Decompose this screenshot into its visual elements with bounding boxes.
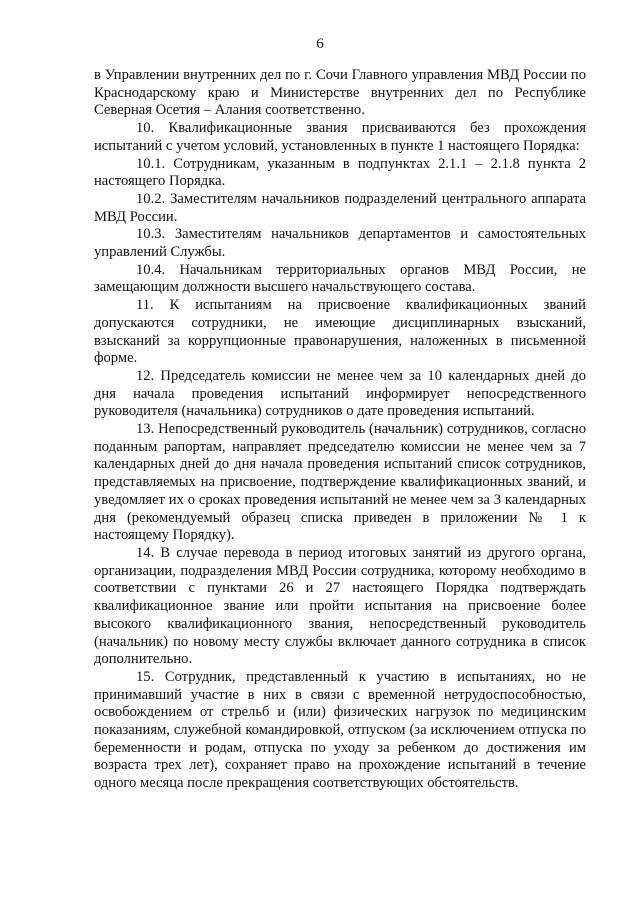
paragraph-10-1: 10.1. Сотрудникам, указанным в подпунктах 2.1.1 – 2.1.8 пункта 2 настоящего Порядка.	[94, 155, 586, 190]
page-number: 6	[316, 36, 324, 52]
paragraph-10-4: 10.4. Начальникам территориальных органов МВД России, не замещающим должности высшего начальствующего состава.	[94, 261, 586, 296]
paragraph-14: 14. В случае перевода в период итоговых занятий из другого органа, организации, подразделения МВД России сотрудника, которому необходимо в соответствии с пунктами 26 и 27 настоящего Порядка подтверждать квалификационное звание или пройти испытания на присвоение более высокого квалификационного звания, непосредственный руководитель (начальник) по новому месту службы включает данного сотрудника в список дополнительно.	[94, 544, 586, 668]
paragraph-11: 11. К испытаниям на присвоение квалификационных званий допускаются сотрудники, не имеющие дисциплинарных взысканий, взысканий за коррупционные правонарушения, наложенных в письменной форме.	[94, 297, 586, 367]
document-body	[94, 67, 586, 793]
paragraph-continuation: в Управлении внутренних дел по г. Сочи Главного управления МВД России по Краснодарскому краю и Министерстве внутренних дел по Республике Северная Осетия – Алания соответственно.	[94, 67, 586, 119]
paragraph-10-3: 10.3. Заместителям начальников департаментов и самостоятельных управлений Службы.	[94, 226, 586, 261]
paragraph-13: 13. Непосредственный руководитель (начальник) сотрудников, согласно поданным рапортам, направляет председателю комиссии не менее чем за 7 календарных дней до дня начала проведения испытаний список сотрудников, представляемых на присвоение, подтверждение квалификационных званий, и уведомляет их о сроках проведения испытаний не менее чем за 3 календарных дня (рекомендуемый образец списка приведен в приложении № 1 к настоящему Порядку).	[94, 421, 586, 544]
paragraph-15: 15. Сотрудник, представленный к участию в испытаниях, но не принимавший участие в них в связи с временной нетрудоспособностью, освобождением от стрельб и (или) физических нагрузок по медицинским показаниям, служебной командировкой, отпуском (за исключением отпуска по беременности и родам, отпуска по уходу за ребенком до достижения им возраста трех лет), сохраняет право на прохождение испытаний в течение одного месяца после прекращения соответствующих обстоятельств.	[94, 668, 586, 792]
paragraph-10-2: 10.2. Заместителям начальников подразделений центрального аппарата МВД России.	[94, 190, 586, 225]
paragraph-12: 12. Председатель комиссии не менее чем за 10 календарных дней до дня начала проведения испытаний информирует непосредственного руководителя (начальника) сотрудников о дате проведения испытаний.	[94, 367, 586, 420]
paragraph-10: 10. Квалификационные звания присваиваются без прохождения испытаний с учетом условий, установленных в пункте 1 настоящего Порядка:	[94, 120, 586, 154]
